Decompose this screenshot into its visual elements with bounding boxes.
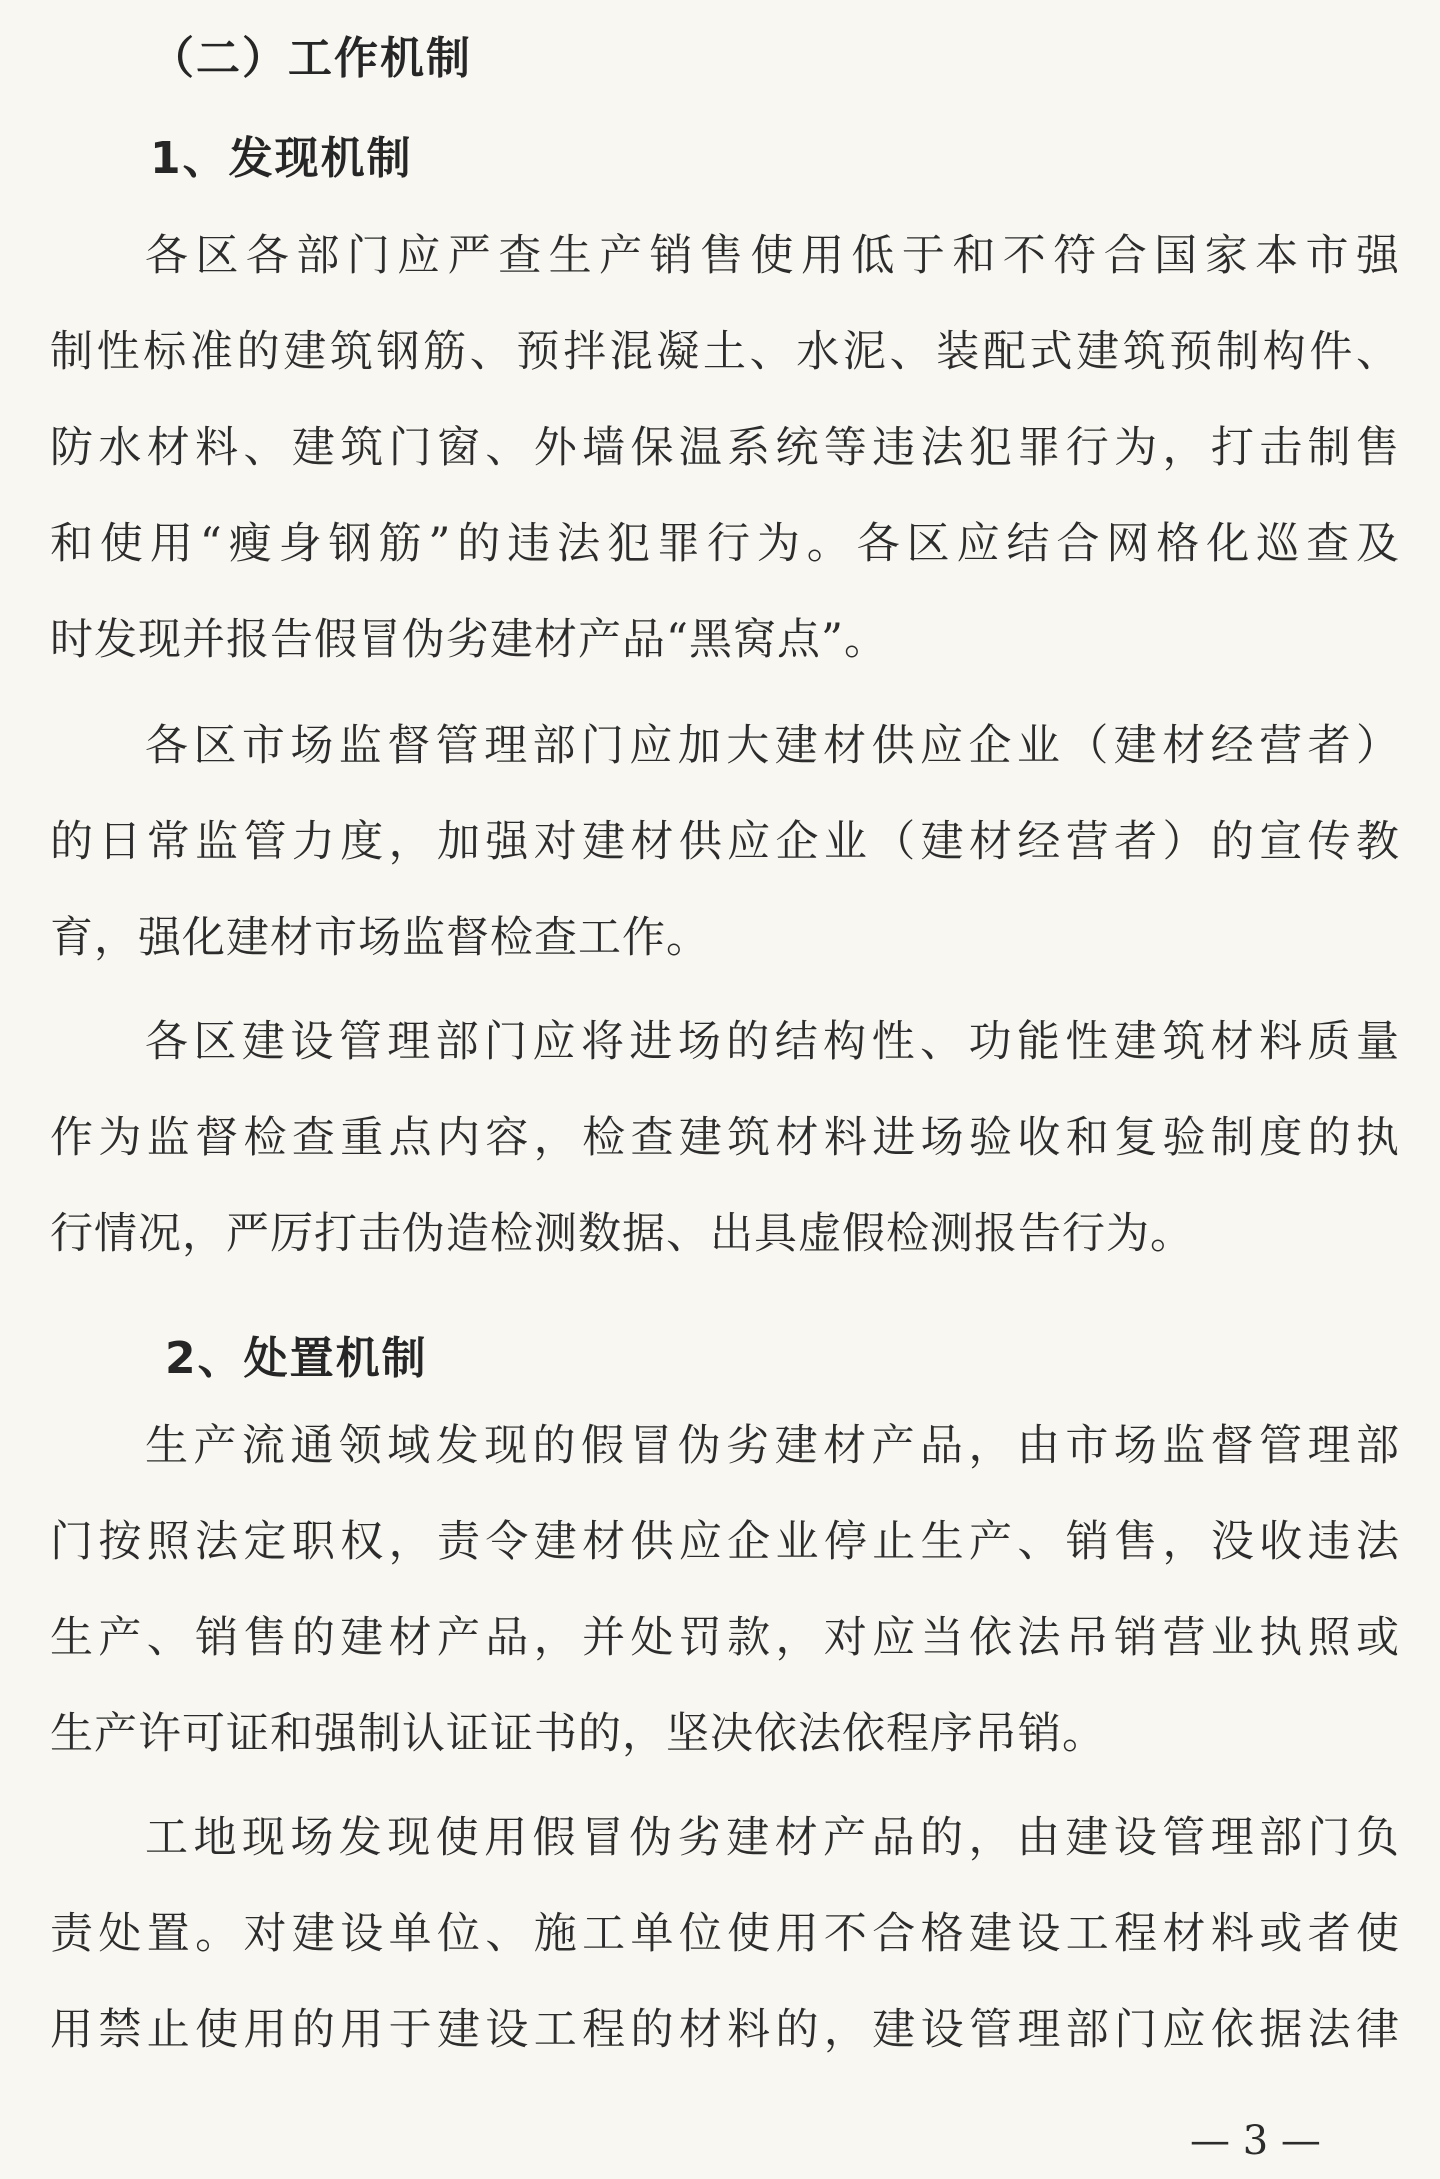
paragraph-line: 各区各部门应严查生产销售使用低于和不符合国家本市强 bbox=[145, 231, 1400, 281]
paragraph-line: 门按照法定职权，责令建材供应企业停止生产、销售，没收违法 bbox=[50, 1517, 1400, 1567]
subsection-heading-disposal: 2、处置机制 bbox=[165, 1333, 428, 1384]
paragraph-line: 生产许可证和强制认证证书的，坚决依法依程序吊销。 bbox=[50, 1709, 1106, 1759]
paragraph-line: 各区市场监督管理部门应加大建材供应企业（建材经营者） bbox=[145, 721, 1400, 771]
paragraph-line: 各区建设管理部门应将进场的结构性、功能性建筑材料质量 bbox=[145, 1017, 1400, 1067]
paragraph-line: 用禁止使用的用于建设工程的材料的，建设管理部门应依据法律 bbox=[50, 2005, 1400, 2055]
paragraph-line: 行情况，严厉打击伪造检测数据、出具虚假检测报告行为。 bbox=[50, 1209, 1194, 1259]
paragraph-line: 生产流通领域发现的假冒伪劣建材产品，由市场监督管理部 bbox=[145, 1421, 1400, 1471]
paragraph-line: 作为监督检查重点内容，检查建筑材料进场验收和复验制度的执 bbox=[50, 1113, 1400, 1163]
paragraph-line: 时发现并报告假冒伪劣建材产品“黑窝点”。 bbox=[50, 615, 888, 665]
paragraph-line: 防水材料、建筑门窗、外墙保温系统等违法犯罪行为，打击制售 bbox=[50, 423, 1400, 473]
paragraph-line: 生产、销售的建材产品，并处罚款，对应当依法吊销营业执照或 bbox=[50, 1613, 1400, 1663]
page-number: — 3 — bbox=[1190, 2118, 1321, 2164]
paragraph-line: 和使用“瘦身钢筋”的违法犯罪行为。各区应结合网格化巡查及 bbox=[50, 519, 1400, 569]
paragraph-line: 制性标准的建筑钢筋、预拌混凝土、水泥、装配式建筑预制构件、 bbox=[50, 327, 1400, 377]
subsection-heading-discovery: 1、发现机制 bbox=[150, 133, 413, 184]
section-heading: （二）工作机制 bbox=[150, 33, 472, 84]
paragraph-line: 育，强化建材市场监督检查工作。 bbox=[50, 913, 710, 963]
paragraph-line: 的日常监管力度，加强对建材供应企业（建材经营者）的宣传教 bbox=[50, 817, 1400, 867]
paragraph-line: 工地现场发现使用假冒伪劣建材产品的，由建设管理部门负 bbox=[145, 1813, 1400, 1863]
paragraph-line: 责处置。对建设单位、施工单位使用不合格建设工程材料或者使 bbox=[50, 1909, 1400, 1959]
